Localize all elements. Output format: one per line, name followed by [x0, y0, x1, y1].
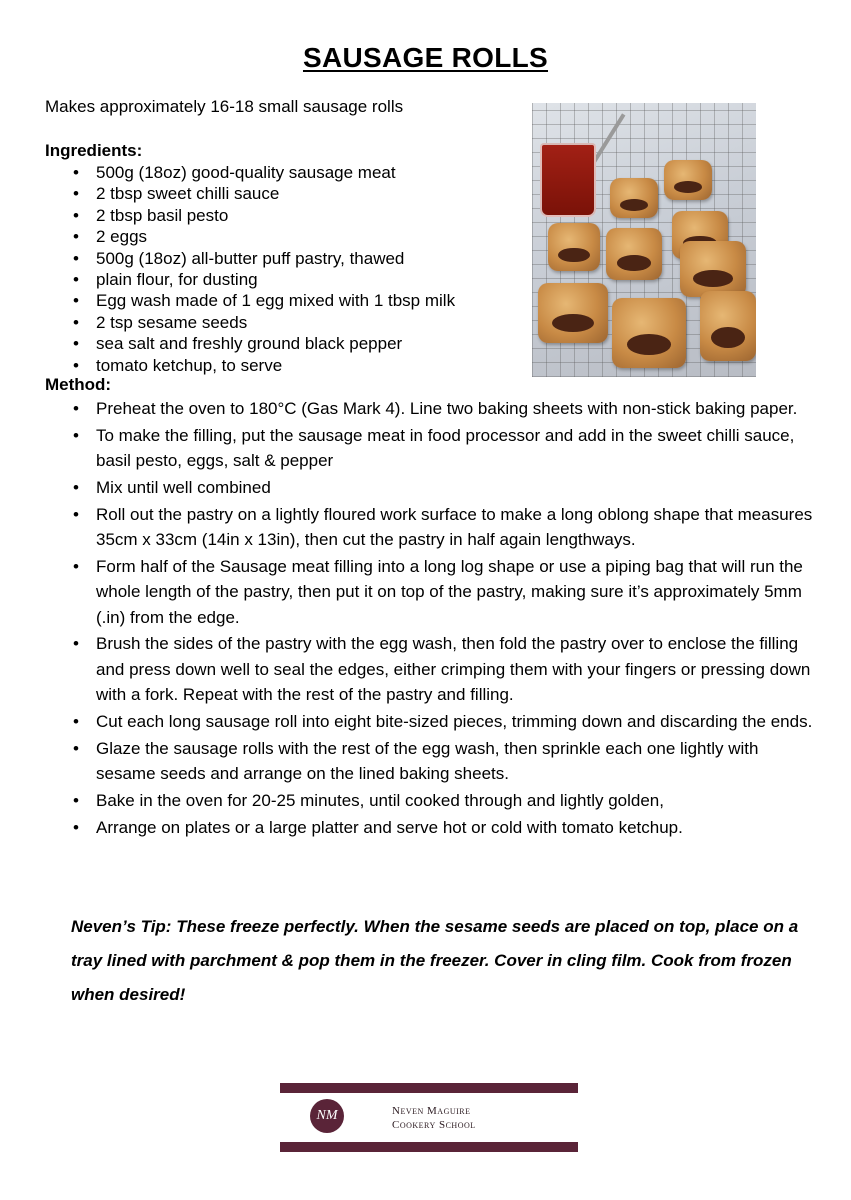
method-step — [73, 475, 818, 501]
ingredient-item — [73, 312, 533, 333]
bullet-icon: • — [73, 227, 79, 247]
ingredient-item-text: 2 tbsp basil pesto — [96, 205, 229, 225]
bullet-icon: • — [73, 477, 79, 497]
ingredient-item — [73, 248, 533, 269]
ingredient-item — [73, 290, 533, 311]
ingredient-item-text: 2 tsp sesame seeds — [96, 312, 248, 332]
method-step — [73, 423, 818, 474]
ingredient-item-text: 500g (18oz) good-quality sausage meat — [96, 163, 396, 182]
logo-name: Neven Maguire — [392, 1105, 471, 1117]
bullet-icon: • — [73, 269, 79, 289]
method-step — [73, 554, 818, 631]
method-heading: Method: — [45, 375, 112, 394]
logo-monogram: NM — [310, 1099, 344, 1133]
ingredient-item — [73, 269, 533, 290]
ingredient-item — [73, 226, 533, 247]
method-step-text: Cut each long sausage roll into eight bite-sized pieces, trimming down and discarding the ends. — [96, 712, 813, 732]
recipe-title: SAUSAGE ROLLS — [302, 42, 549, 73]
ingredients-list — [73, 162, 533, 376]
bullet-icon: • — [73, 712, 79, 732]
ingredient-item-text: Egg wash made of 1 egg mixed with 1 tbsp milk — [96, 291, 456, 311]
bullet-icon: • — [73, 163, 79, 182]
sausage-roll — [548, 223, 600, 271]
method-step — [73, 709, 818, 735]
bullet-icon: • — [73, 248, 79, 268]
method-step-text: Mix until well combined — [96, 477, 271, 497]
method-step-text: Glaze the sausage rolls with the rest of the egg wash, then sprinkle each one lightly with sesame seeds and arrange on the lined baking sheets. — [96, 738, 759, 784]
method-step-text: Bake in the oven for 20-25 minutes, until cooked through and lightly golden, — [96, 791, 664, 810]
method-step — [73, 788, 818, 814]
bullet-icon: • — [73, 334, 79, 354]
sausage-roll — [606, 228, 662, 280]
ingredient-item-text: 500g (18oz) all-butter puff pastry, thawed — [96, 248, 405, 268]
sausage-roll — [664, 160, 712, 200]
method-step — [73, 396, 818, 422]
bullet-icon: • — [73, 634, 79, 654]
method-list — [73, 396, 818, 841]
cookery-school-logo — [280, 1083, 578, 1152]
sausage-rolls-photo — [532, 103, 756, 377]
bullet-icon: • — [73, 205, 79, 225]
sausage-roll — [612, 298, 686, 368]
ingredient-item — [73, 162, 533, 183]
ingredient-item — [73, 333, 533, 354]
method-step-text: Brush the sides of the pastry with the egg wash, then fold the pastry over to enclose the filling and press down well to seal the edges, either crimping them with your fingers or pressing down with a fork. Repeat with the rest of the pastry and filling. — [96, 634, 811, 705]
chef-tip: Neven’s Tip: These freeze perfectly. When the sesame seeds are placed on top, place on a tray lined with parchment & pop them in the freezer. Cover in cling film. Cook from frozen when desired! — [71, 917, 799, 1004]
bullet-icon: • — [73, 312, 79, 332]
ingredient-item-text: 2 eggs — [96, 227, 148, 247]
method-step — [73, 502, 818, 553]
ketchup-jar — [540, 143, 596, 217]
bullet-icon: • — [73, 291, 79, 311]
bullet-icon: • — [73, 184, 79, 204]
ingredient-item-text: plain flour, for dusting — [96, 269, 258, 289]
bullet-icon: • — [73, 738, 79, 758]
bullet-icon: • — [73, 355, 79, 375]
logo-subtitle: Cookery School — [392, 1119, 476, 1131]
bullet-icon: • — [73, 425, 79, 445]
ingredient-item-text: sea salt and freshly ground black pepper — [96, 334, 403, 354]
yield-text: Makes approximately 16-18 small sausage rolls — [45, 97, 404, 116]
method-step-text: Form half of the Sausage meat filling into a long log shape or use a piping bag that will run the whole length of the pastry, then put it on top of the pastry, making sure it’s approximately 5mm (.in) from the edge. — [96, 556, 803, 627]
ingredient-item — [73, 205, 533, 226]
ingredient-item — [73, 355, 533, 376]
ingredients-heading: Ingredients: — [45, 141, 143, 160]
method-step — [73, 736, 818, 787]
bullet-icon: • — [73, 556, 79, 576]
method-step — [73, 815, 818, 841]
ingredient-item — [73, 183, 533, 204]
sausage-roll — [680, 241, 746, 297]
method-step — [73, 631, 818, 708]
sausage-roll — [610, 178, 658, 218]
ingredient-item-text: 2 tbsp sweet chilli sauce — [96, 184, 280, 204]
bullet-icon: • — [73, 791, 79, 810]
ingredient-item-text: tomato ketchup, to serve — [96, 355, 283, 375]
bullet-icon: • — [73, 399, 79, 418]
method-step-text: To make the filling, put the sausage meat in food processor and add in the sweet chilli sauce, basil pesto, eggs, salt & pepper — [96, 425, 795, 471]
bullet-icon: • — [73, 817, 79, 837]
method-step-text: Roll out the pastry on a lightly floured work surface to make a long oblong shape that measures 35cm x 33cm (14in x 13in), then cut the pastry in half again lengthways. — [96, 504, 813, 550]
method-step-text: Preheat the oven to 180°C (Gas Mark 4). Line two baking sheets with non-stick baking paper. — [96, 399, 798, 418]
sausage-roll — [700, 291, 756, 361]
method-step-text: Arrange on plates or a large platter and serve hot or cold with tomato ketchup. — [96, 817, 683, 837]
bullet-icon: • — [73, 504, 79, 524]
sausage-roll — [538, 283, 608, 343]
